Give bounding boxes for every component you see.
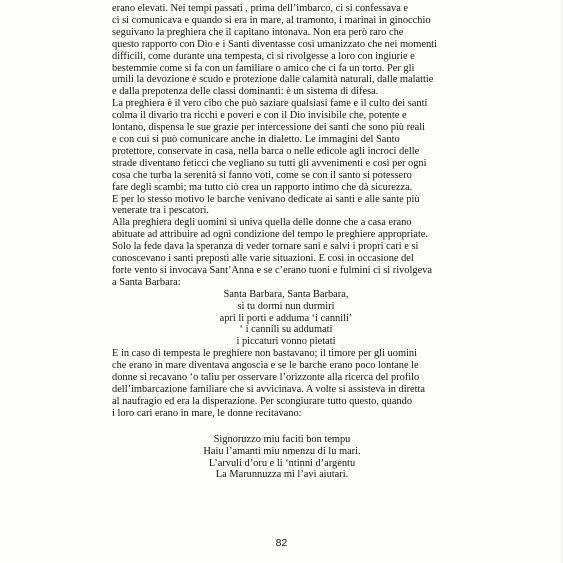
spacer xyxy=(112,420,452,434)
verse-signoruzzo xyxy=(112,434,452,482)
text-line: forte vento si invocava Sant’Anna e se c’erano tuoni e fulmini ci si rivolgeva xyxy=(112,264,432,276)
text-line: ci si comunicava e quando si era in mare, al tramonto, i marinai in ginocchio xyxy=(112,14,431,26)
verse-line: apri li porti e adduma ‘i cannili’ xyxy=(219,312,353,324)
page-number: 82 xyxy=(275,537,288,549)
text-line: Alla preghiera degli uomini si univa quella delle donne che a casa erano xyxy=(112,217,412,229)
text-line: umili la devozione è scudo e protezione dalle calamità naturali, dalle malattie xyxy=(112,74,434,86)
verse-line: L’arvuli d’oru e li ‘ntinni d’argentu xyxy=(208,457,356,469)
text-line: strade diventano feticci che vegliano su tutti gli avvenimenti e così per ogni xyxy=(112,157,427,169)
text-line: donne si recavano ‘o taliu per osservare l’orizzonte alla ricerca del profilo xyxy=(112,372,420,384)
verse-line: La Marunnuzza mi l’avi aiutari. xyxy=(215,469,349,481)
paragraph-tempest xyxy=(112,348,452,419)
text-line: cosa che turba la serenità si fanno voti, come se con il santo si potessero xyxy=(112,169,412,181)
text-line: venerate tra i pescatori. xyxy=(112,205,209,217)
verse-line: Haiu l’amanti miu nmenzu di lu mari. xyxy=(203,445,361,457)
verse-line: i piccaturi vonno pietati xyxy=(236,336,336,348)
text-line: lontano, dispensa le sue grazie per intercessione dei santi che sono più reali xyxy=(112,122,426,134)
text-line: protettore, conservate in casa, nella barca o nelle edicole agli incroci delle xyxy=(112,145,420,157)
verse-santa-barbara xyxy=(112,289,452,349)
text-line: seguivano la preghiera che il capitano intonava. Non era però raro che xyxy=(112,26,404,38)
verse-line: si tu dormi nun durmiri xyxy=(237,300,335,312)
text-line: i loro cari erano in mare, le donne recitavano: xyxy=(112,407,302,419)
text-line: Solo la fede dava la speranza di veder tornare sani e salvi i propri cari e si xyxy=(112,241,419,253)
text-line: colma il divario tra ricchi e poveri e con il Dio invisibile che, potente e xyxy=(112,110,407,122)
text-line: difficili, come durante una tempesta, ci si rivolgesse a loro con ingiurie e xyxy=(112,50,415,62)
verse-line: Santa Barbara, Santa Barbara, xyxy=(223,288,349,300)
text-line: E in caso di tempesta le preghiere non bastavano; il timore per gli uomini xyxy=(112,348,417,360)
paragraph-devotion xyxy=(112,3,452,217)
text-line: e con cui si può comunicare anche in dialetto. Le immagini del Santo xyxy=(112,133,400,145)
text-line: e dalla prepotenza delle classi dominanti: è un sistema di difesa. xyxy=(112,86,379,98)
text-line: abituate ad attribuire ad ogni condizione del tempo le preghiere appropriate. xyxy=(112,229,428,241)
verse-line: Signoruzzo miu faciti bon tempu xyxy=(213,433,351,445)
text-line: al naufragio ed era la disperazione. Per scongiurare tutto questo, quando xyxy=(112,395,413,407)
text-line: E per lo stesso motivo le barche venivano dedicate ai santi e alle sante più xyxy=(112,193,420,205)
text-line: conoscevano i santi preposti alle varie situazioni. E così in occasione del xyxy=(112,253,414,265)
text-line: dell’imbarcazione familiare che si avvicinava. A volte si assisteva in diretta xyxy=(112,384,426,395)
text-line: erano elevati. Nei tempi passati , prima dell’imbarco, ci si confessava e xyxy=(112,3,409,14)
text-line: La preghiera è il vero cibo che può saziare qualsiasi fame e il culto dei santi xyxy=(112,98,428,110)
verse-line: ‘ i cannili su addumati xyxy=(239,324,333,336)
paragraph-women-prayers xyxy=(112,217,452,288)
text-line: questo rapporto con Dio e i Santi diventasse così umanizzato che nei momenti xyxy=(112,38,437,50)
page-body-text xyxy=(112,3,452,481)
text-line: bestemmie come si fa con un familiare o amico che ci fa un torto. Per gli xyxy=(112,62,415,74)
text-line: che erano in mare diventava angoscia e se le barche erano poco lontane le xyxy=(112,360,419,372)
text-line: fare degli scambi; ma tutto ciò crea un rapporto intimo che dà sicurezza. xyxy=(112,181,413,193)
text-line: a Santa Barbara: xyxy=(112,276,181,288)
